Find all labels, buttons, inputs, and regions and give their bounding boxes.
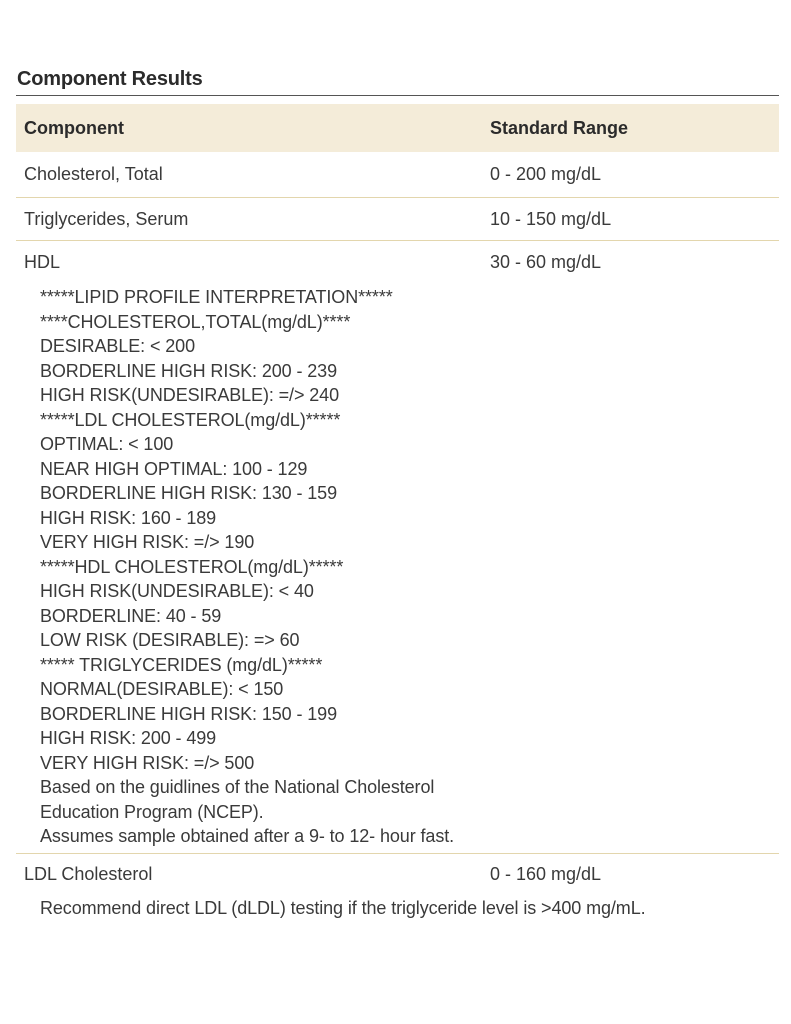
range-cell: 0 - 200 mg/dL bbox=[490, 164, 602, 184]
component-cell: HDL bbox=[24, 251, 61, 272]
header-standard-range: Standard Range bbox=[490, 117, 629, 138]
note-line: NORMAL(DESIRABLE): < 150 bbox=[40, 679, 284, 699]
note-line: LOW RISK (DESIRABLE): => 60 bbox=[40, 630, 300, 650]
note-line: Based on the guidlines of the National Cholesterol bbox=[40, 777, 435, 797]
note-line: *****HDL CHOLESTEROL(mg/dL)***** bbox=[40, 556, 344, 577]
section-title: Component Results bbox=[16, 68, 779, 96]
note-line: DESIRABLE: < 200 bbox=[40, 336, 195, 356]
table-header-row bbox=[16, 104, 779, 152]
table-row bbox=[16, 241, 779, 283]
ldl-note: Recommend direct LDL (dLDL) testing if the triglyceride level is >400 mg/mL. bbox=[40, 897, 646, 918]
note-line: VERY HIGH RISK: =/> 190 bbox=[40, 532, 255, 552]
table-row bbox=[16, 198, 779, 241]
note-line: BORDERLINE HIGH RISK: 130 - 159 bbox=[40, 483, 338, 503]
note-line: *****LDL CHOLESTEROL(mg/dL)***** bbox=[40, 409, 341, 430]
component-results-table bbox=[16, 104, 779, 920]
range-cell: 0 - 160 mg/dL bbox=[490, 864, 602, 884]
component-cell: LDL Cholesterol bbox=[24, 864, 153, 884]
note-line: Education Program (NCEP). bbox=[40, 801, 264, 822]
table-row bbox=[16, 853, 779, 896]
header-component: Component bbox=[24, 117, 124, 138]
note-line: BORDERLINE HIGH RISK: 150 - 199 bbox=[40, 703, 338, 724]
note-line: Assumes sample obtained after a 9- to 12- hour fast. bbox=[40, 826, 455, 846]
note-line: NEAR HIGH OPTIMAL: 100 - 129 bbox=[40, 458, 308, 479]
range-cell: 30 - 60 mg/dL bbox=[490, 251, 602, 272]
note-line: ***** TRIGLYCERIDES (mg/dL)***** bbox=[40, 654, 323, 675]
component-cell: Triglycerides, Serum bbox=[24, 208, 189, 229]
note-line: BORDERLINE HIGH RISK: 200 - 239 bbox=[40, 360, 338, 381]
note-line: HIGH RISK: 160 - 189 bbox=[40, 507, 217, 528]
hdl-interpretation-note bbox=[16, 283, 779, 853]
note-line: BORDERLINE: 40 - 59 bbox=[40, 605, 222, 626]
range-cell: 10 - 150 mg/dL bbox=[490, 208, 612, 229]
note-line: ****CHOLESTEROL,TOTAL(mg/dL)**** bbox=[40, 311, 351, 332]
component-results-section bbox=[16, 68, 779, 920]
note-line: HIGH RISK(UNDESIRABLE): < 40 bbox=[40, 581, 314, 601]
note-line: HIGH RISK: 200 - 499 bbox=[40, 728, 217, 748]
note-line: *****LIPID PROFILE INTERPRETATION***** bbox=[40, 287, 393, 307]
component-cell: Cholesterol, Total bbox=[24, 164, 163, 184]
table-row bbox=[16, 152, 779, 198]
note-line: OPTIMAL: < 100 bbox=[40, 434, 174, 454]
note-line: HIGH RISK(UNDESIRABLE): =/> 240 bbox=[40, 385, 339, 405]
note-line: VERY HIGH RISK: =/> 500 bbox=[40, 752, 255, 773]
